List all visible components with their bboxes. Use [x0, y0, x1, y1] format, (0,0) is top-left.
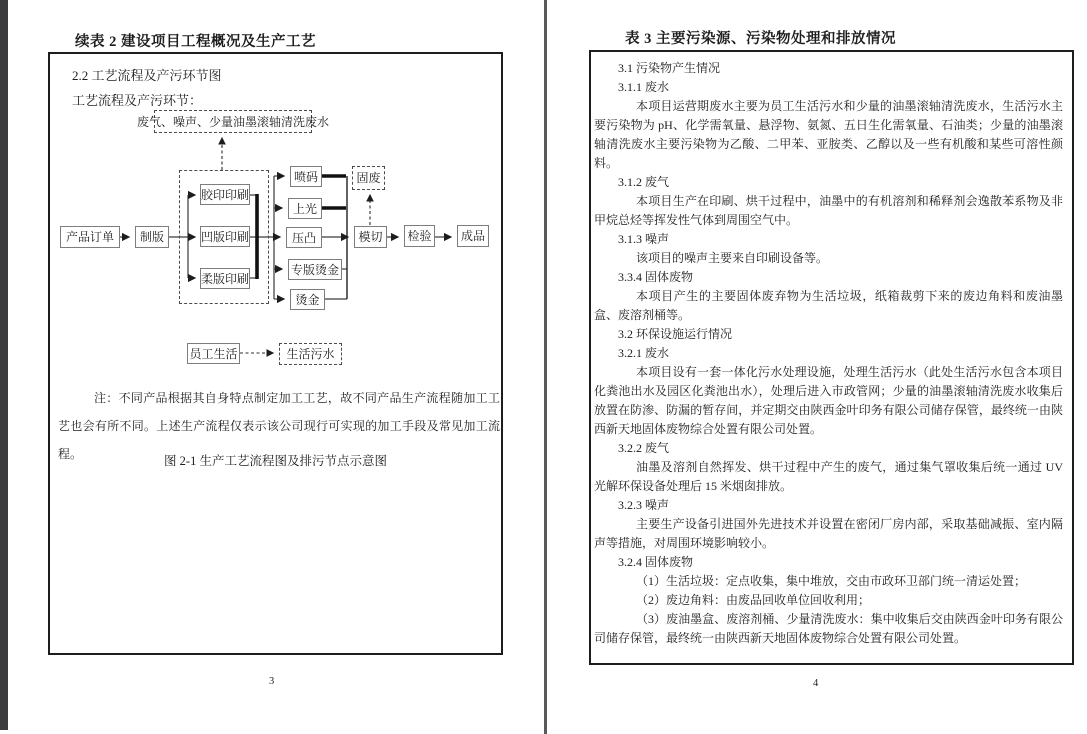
- text-line: 3.3.4 固体废物: [618, 270, 694, 284]
- right-page-content-box: [589, 50, 1074, 665]
- node-gravure-printing: 凹版印刷: [200, 226, 250, 247]
- left-sub-heading: 工艺流程及产污环节：: [72, 93, 203, 108]
- text-line: （3）废油墨盒、废溶剂桶、少量清洗废水：集中收集后交由陕西金叶印务有限公司储存保管，最终统一由陕西新天地固体废物综合处置有限公司处置。: [594, 612, 1063, 645]
- node-offset-printing: 胶印印刷: [200, 184, 250, 205]
- text-line: 3.1.2 废气: [618, 175, 670, 189]
- text-line: 3.2.2 废气: [618, 441, 670, 455]
- right-page-title: 表 3 主要污染源、污染物处理和排放情况: [625, 31, 896, 47]
- page-divider-line: [544, 0, 547, 734]
- figure-caption: 图 2-1 生产工艺流程图及排污节点示意图: [164, 454, 387, 468]
- node-foil-stamping: 烫金: [290, 289, 325, 310]
- node-flexo-printing: 柔版印刷: [200, 268, 250, 289]
- text-line: 本项目产生的主要固体废弃物为生活垃圾，纸箱裁剪下来的废边角料和废油墨盒、废溶剂桶等。: [594, 289, 1063, 322]
- left-page-content-box: [48, 52, 503, 655]
- node-finished-product: 成品: [457, 225, 489, 247]
- right-page-number: 4: [813, 678, 819, 689]
- node-inkjet-coding: 喷码: [290, 166, 322, 187]
- text-line: 3.2.3 噪声: [618, 498, 670, 512]
- left-page-title: 续表 2 建设项目工程概况及生产工艺: [75, 34, 316, 50]
- flowchart-note: 注：不同产品根据其自身特点制定加工工艺，故不同产品生产流程随加工工艺也会有所不同。上述生产流程仅表示该公司现行可实现的加工手段及常见加工流程。: [58, 391, 500, 461]
- text-line: 该项目的噪声主要来自印刷设备等。: [636, 251, 829, 265]
- window-left-edge-bar: [0, 0, 8, 730]
- node-solid-waste: 固废: [352, 166, 385, 190]
- node-staff-life: 员工生活: [187, 343, 240, 364]
- text-line: 油墨及溶剂自然挥发、烘干过程中产生的废气，通过集气罩收集后统一通过 UV 光解环保设备处理后 15 米烟囱排放。: [594, 460, 1063, 493]
- text-line: （2）废边角料：由废品回收单位回收利用；: [636, 593, 871, 607]
- left-section-heading: 2.2 工艺流程及产污环节图: [72, 68, 222, 83]
- text-line: 主要生产设备引进国外先进技术并设置在密闭厂房内部，采取基础减振、室内隔声等措施，对周围环境影响较小。: [594, 517, 1063, 550]
- node-die-cutting: 模切: [354, 226, 387, 248]
- text-line: 本项目设有一套一体化污水处理设施，处理生活污水（此处生活污水包含本项目化粪池出水及园区化粪池出水），处理后进入市政管网；少量的油墨滚轴清洗废水收集后放置在防渗、防漏的暂存间，并定期交由陕西金叶印务有限公司储存保管，最终统一由陕西新天地固体废物综合处置有限公司处置。: [594, 365, 1063, 436]
- left-page-number: 3: [269, 676, 275, 687]
- text-line: 3.1.1 废水: [618, 80, 670, 94]
- node-pollution-emissions: 废气、噪声、少量油墨滚轴清洗废水: [154, 110, 312, 133]
- node-domestic-sewage: 生活污水: [279, 343, 342, 365]
- flowchart-connectors: [50, 54, 501, 653]
- text-line: 3.2.4 固体废物: [618, 555, 694, 569]
- text-line: 本项目运营期废水主要为员工生活污水和少量的油墨滚轴清洗废水，生活污水主要污染物为 pH、化学需氧量、悬浮物、氨氮、五日生化需氧量、石油类；少量的油墨滚轴清洗废水主要污染物为乙酸、二甲苯、亚胺类、乙醇以及一些有机酸和某些可溶性颜料。: [594, 99, 1063, 170]
- node-glazing: 上光: [288, 198, 322, 219]
- right-page-text: [594, 59, 1063, 648]
- node-inspection: 检验: [404, 225, 435, 247]
- node-special-foil-stamping: 专版烫金: [288, 259, 342, 280]
- text-line: 3.1 污染物产生情况: [618, 61, 721, 75]
- node-product-order: 产品订单: [60, 226, 120, 248]
- node-embossing: 压凸: [286, 227, 322, 248]
- text-line: （1）生活垃圾：定点收集，集中堆放，交由市政环卫部门统一清运处置；: [636, 574, 1027, 588]
- text-line: 3.1.3 噪声: [618, 232, 670, 246]
- text-line: 3.2 环保设施运行情况: [618, 327, 733, 341]
- text-line: 3.2.1 废水: [618, 346, 670, 360]
- text-line: 本项目生产在印刷、烘干过程中，油墨中的有机溶剂和稀释剂会逸散苯系物及非甲烷总烃等挥发性气体到周围空气中。: [594, 194, 1063, 227]
- node-plate-making: 制版: [135, 226, 169, 248]
